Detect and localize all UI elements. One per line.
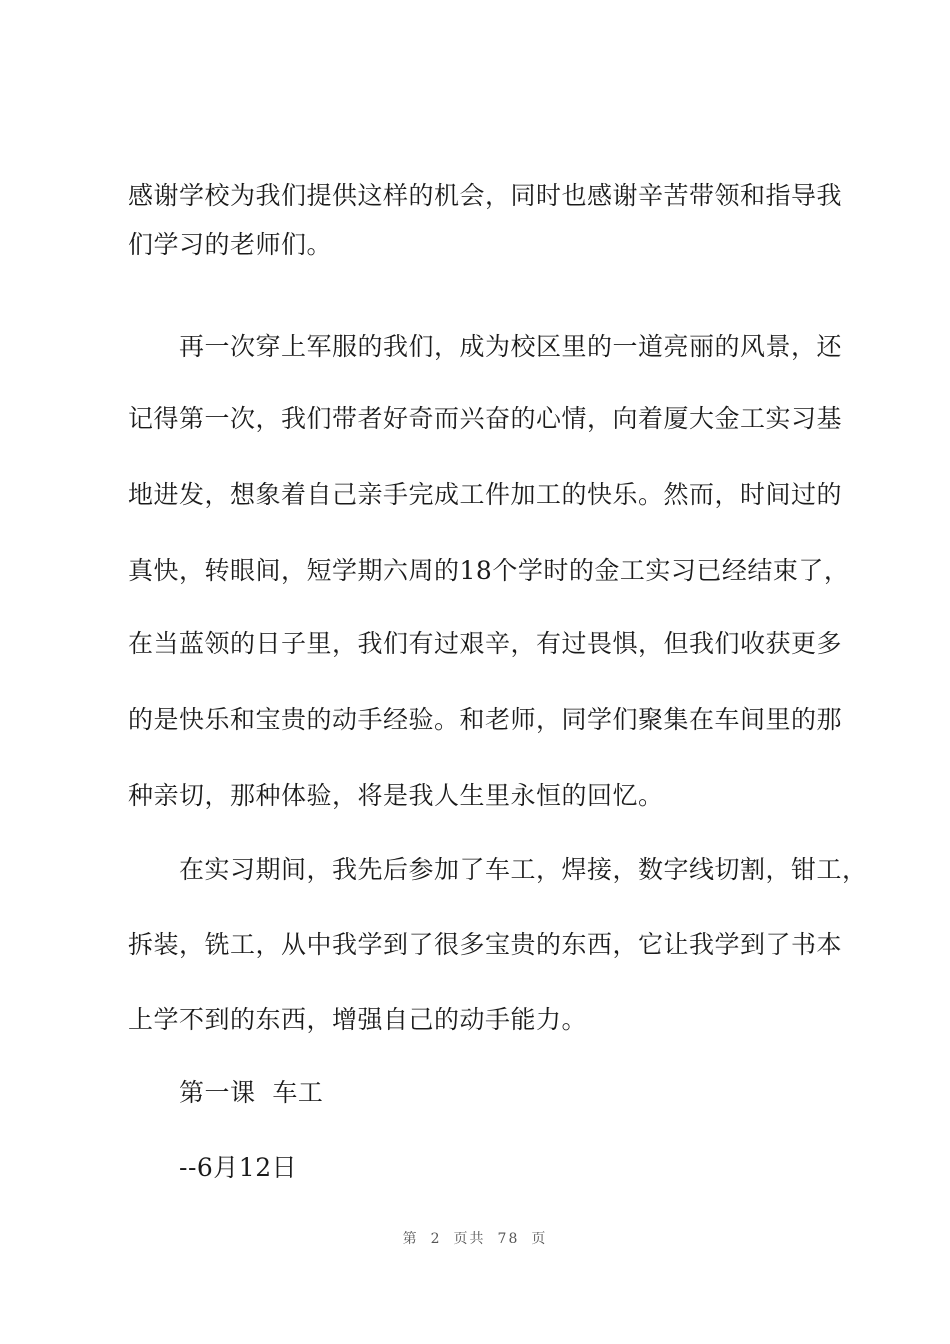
paragraph-line: 们学习的老师们。 bbox=[128, 230, 333, 259]
footer-label-page: 第 bbox=[402, 1231, 419, 1247]
footer-label-end: 页 bbox=[531, 1231, 548, 1247]
section-date: --6月12日 bbox=[179, 1153, 298, 1182]
page-footer bbox=[0, 1228, 950, 1248]
footer-total-pages: 78 bbox=[497, 1231, 520, 1247]
paragraph-line: 的是快乐和宝贵的动手经验。和老师，同学们聚集在车间里的那 bbox=[128, 705, 843, 734]
paragraph-line: 真快，转眼间，短学期六周的18个学时的金工实习已经结束了， bbox=[128, 556, 850, 585]
paragraph-line: 感谢学校为我们提供这样的机会，同时也感谢辛苦带领和指导我 bbox=[128, 181, 843, 210]
paragraph-line: 拆装，铣工，从中我学到了很多宝贵的东西，它让我学到了书本 bbox=[128, 930, 843, 959]
paragraph-line: 地进发，想象着自己亲手完成工件加工的快乐。然而，时间过的 bbox=[128, 480, 843, 509]
paragraph-line: 上学不到的东西，增强自己的动手能力。 bbox=[128, 1005, 588, 1034]
paragraph-line: 在实习期间，我先后参加了车工，焊接，数字线切割，钳工， bbox=[179, 855, 868, 884]
section-heading: 第一课 车工 bbox=[179, 1078, 324, 1107]
paragraph-line: 种亲切，那种体验，将是我人生里永恒的回忆。 bbox=[128, 781, 664, 810]
paragraph-line: 再一次穿上军服的我们，成为校区里的一道亮丽的风景，还 bbox=[179, 332, 843, 361]
footer-label-mid: 页共 bbox=[453, 1231, 486, 1247]
footer-current-page: 2 bbox=[430, 1231, 442, 1247]
paragraph-line: 记得第一次，我们带者好奇而兴奋的心情，向着厦大金工实习基 bbox=[128, 404, 843, 433]
paragraph-line: 在当蓝领的日子里，我们有过艰辛，有过畏惧，但我们收获更多 bbox=[128, 629, 843, 658]
